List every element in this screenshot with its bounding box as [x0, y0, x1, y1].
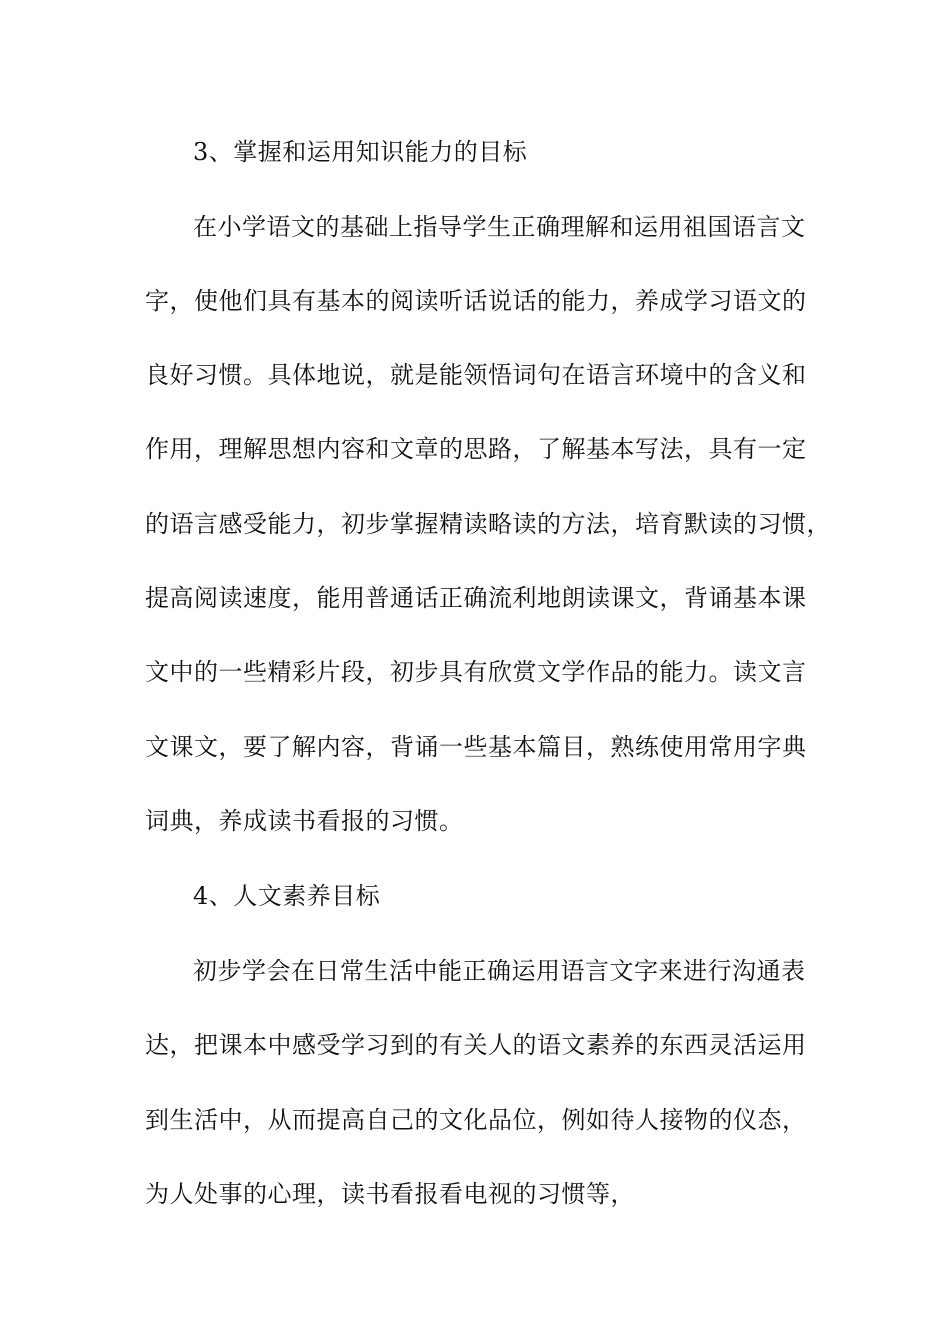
- paragraph-line: 字，使他们具有基本的阅读听话说话的能力，养成学习语文的: [145, 287, 807, 315]
- paragraph-line: 为人处事的心理，读书看报看电视的习惯等，: [145, 1180, 635, 1208]
- paragraph-line: 到生活中，从而提高自己的文化品位，例如待人接物的仪态，: [145, 1106, 807, 1134]
- paragraph-line: 在小学语文的基础上指导学生正确理解和运用祖国语言文: [193, 213, 806, 241]
- paragraph-line: 的语言感受能力，初步掌握精读略读的方法，培育默读的习惯，: [145, 510, 831, 538]
- paragraph-line: 文课文，要了解内容，背诵一些基本篇目，熟练使用常用字典: [145, 733, 807, 761]
- paragraph-line: 词典，养成读书看报的习惯。: [145, 807, 464, 835]
- section-3-heading: 3、掌握和运用知识能力的目标: [193, 138, 528, 166]
- paragraph-line: 提高阅读速度，能用普通话正确流利地朗读课文，背诵基本课: [145, 584, 807, 612]
- paragraph-line: 初步学会在日常生活中能正确运用语言文字来进行沟通表: [193, 957, 806, 985]
- paragraph-line: 达，把课本中感受学习到的有关人的语文素养的东西灵活运用: [145, 1031, 807, 1059]
- paragraph-line: 良好习惯。具体地说，就是能领悟词句在语言环境中的含义和: [145, 361, 807, 389]
- paragraph-line: 作用，理解思想内容和文章的思路，了解基本写法，具有一定: [145, 435, 807, 463]
- paragraph-line: 文中的一些精彩片段，初步具有欣赏文学作品的能力。读文言: [145, 658, 807, 686]
- section-4-heading: 4、人文素养目标: [193, 882, 381, 910]
